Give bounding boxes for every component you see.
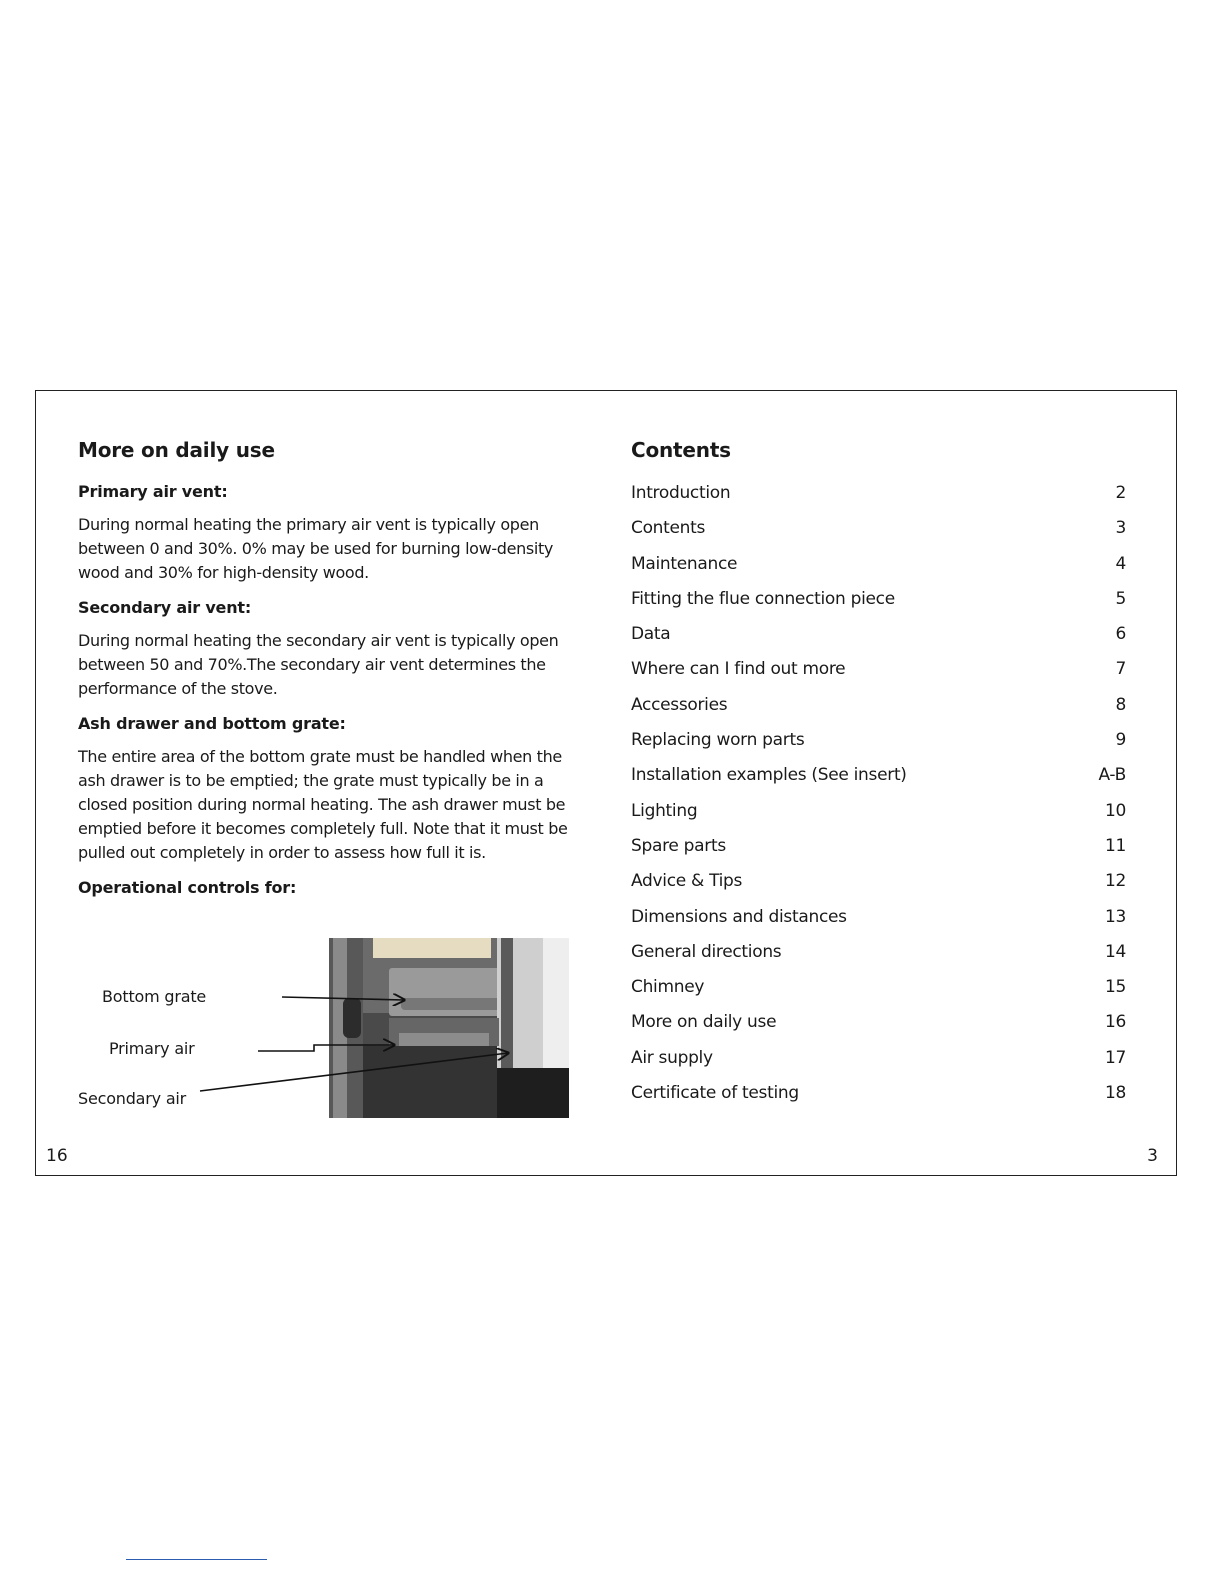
ash-drawer-heading: Ash drawer and bottom grate:	[78, 714, 346, 733]
toc-entry-label: Spare parts	[631, 835, 726, 856]
right-page-number: 3	[1147, 1146, 1158, 1166]
contents-title: Contents	[631, 438, 731, 462]
right-page	[631, 435, 1126, 1116]
toc-entry-label: Dimensions and distances	[631, 906, 847, 927]
toc-entry	[631, 763, 1126, 798]
toc-entry	[631, 693, 1126, 728]
toc-entry-label: Advice & Tips	[631, 871, 743, 892]
toc-entry	[631, 834, 1126, 869]
table-of-contents	[631, 481, 1126, 1116]
primary-air-leader	[258, 1045, 394, 1051]
link-underline	[126, 1559, 267, 1560]
toc-entry-label: Fitting the flue connection piece	[631, 588, 895, 609]
controls-figure	[78, 937, 618, 1127]
toc-entry-label: Lighting	[631, 800, 698, 821]
leader-lines	[78, 937, 618, 1127]
toc-entry	[631, 1081, 1126, 1116]
toc-entry	[631, 481, 1126, 516]
toc-entry	[631, 905, 1126, 940]
toc-entry-label: Maintenance	[631, 553, 738, 574]
left-page	[78, 435, 568, 1108]
toc-entry	[631, 975, 1126, 1010]
toc-entry	[631, 940, 1126, 975]
secondary-air-heading: Secondary air vent:	[78, 598, 252, 617]
toc-entry	[631, 1010, 1126, 1045]
toc-entry-label: More on daily use	[631, 1012, 777, 1033]
toc-entry	[631, 622, 1126, 657]
secondary-air-body: During normal heating the secondary air vent is typically open between 50 and 70%.The secondary air vent determines the performance of the stove.	[78, 631, 559, 698]
toc-entry	[631, 516, 1126, 551]
page-spread	[35, 390, 1177, 1176]
toc-entry-label: Accessories	[631, 694, 728, 715]
toc-entry-label: Data	[631, 624, 671, 645]
controls-heading: Operational controls for:	[78, 878, 297, 897]
toc-entry-label: Certificate of testing	[631, 1083, 799, 1104]
toc-entry-page: 4	[1115, 553, 1126, 574]
toc-entry-label: Contents	[631, 518, 706, 539]
toc-entry-label: General directions	[631, 941, 782, 962]
toc-entry	[631, 728, 1126, 763]
toc-entry-page: 2	[1115, 483, 1126, 503]
toc-entry-page: 11	[1104, 835, 1126, 856]
toc-entry-page: 14	[1104, 941, 1126, 962]
primary-air-label: Primary air	[109, 1039, 195, 1058]
toc-entry	[631, 587, 1126, 622]
toc-entry-page: 5	[1115, 588, 1126, 609]
toc-entry-label: Introduction	[631, 483, 731, 503]
toc-entry	[631, 552, 1126, 587]
toc-entry-page: 12	[1104, 871, 1126, 892]
toc-entry-page: A-B	[1098, 765, 1126, 786]
toc-entry	[631, 1046, 1126, 1081]
primary-air-body: During normal heating the primary air vent is typically open between 0 and 30%. 0% may be used for burning low-density wood and 30% for high-density wood.	[78, 515, 553, 582]
bottom-grate-leader	[282, 997, 404, 1000]
secondary-air-label: Secondary air	[78, 1089, 187, 1108]
toc-entry-page: 15	[1104, 977, 1126, 998]
toc-entry-page: 3	[1115, 518, 1126, 539]
primary-air-heading: Primary air vent:	[78, 482, 228, 501]
left-page-number: 16	[46, 1146, 68, 1166]
toc-entry-label: Installation examples (See insert)	[631, 765, 907, 786]
toc-entry-label: Air supply	[631, 1047, 713, 1068]
toc-entry-label: Replacing worn parts	[631, 730, 805, 751]
ash-drawer-body: The entire area of the bottom grate must be handled when the ash drawer is to be emptied; the grate must typically be in a closed position during normal heating. The ash drawer must be emptied before it becomes completely full. Note that it must be pulled out completely in order to assess how full it is.	[78, 747, 568, 862]
toc-entry	[631, 657, 1126, 692]
toc-entry-page: 9	[1115, 730, 1126, 751]
toc-entry-page: 6	[1115, 624, 1126, 645]
toc-entry-page: 7	[1115, 659, 1126, 680]
toc-entry	[631, 799, 1126, 834]
secondary-air-leader	[200, 1053, 508, 1091]
left-page-title: More on daily use	[78, 438, 275, 462]
toc-entry-page: 13	[1104, 906, 1126, 927]
toc-entry	[631, 869, 1126, 904]
toc-entry-page: 8	[1115, 694, 1126, 715]
toc-entry-page: 18	[1104, 1083, 1126, 1104]
toc-entry-label: Where can I find out more	[631, 659, 846, 680]
toc-entry-page: 17	[1104, 1047, 1126, 1068]
toc-entry-page: 10	[1104, 800, 1126, 821]
bottom-grate-label: Bottom grate	[102, 987, 207, 1006]
toc-entry-label: Chimney	[631, 977, 705, 998]
toc-entry-page: 16	[1104, 1012, 1126, 1033]
